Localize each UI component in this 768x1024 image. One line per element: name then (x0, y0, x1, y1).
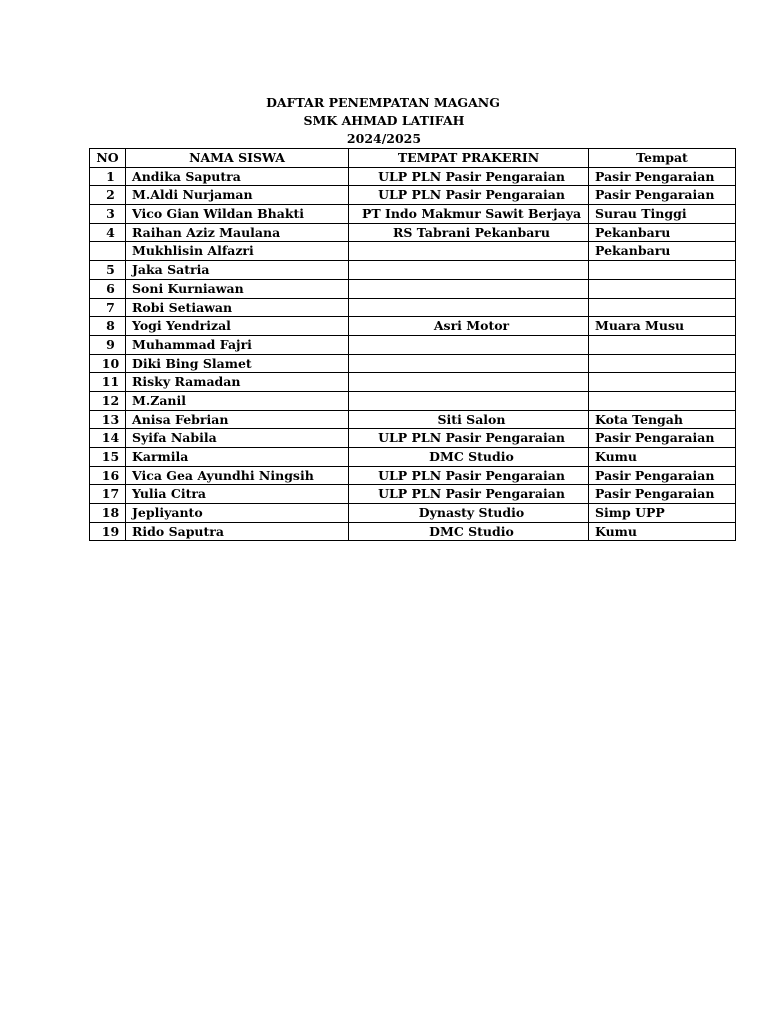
internship-place (349, 354, 589, 373)
internship-place (349, 391, 589, 410)
table-row (90, 205, 736, 224)
table-row (90, 504, 736, 523)
student-name: Vico Gian Wildan Bhakti (126, 205, 349, 224)
location: Pasir Pengaraian (589, 466, 736, 485)
row-number: 1 (90, 167, 126, 186)
row-number: 15 (90, 448, 126, 467)
location: Pasir Pengaraian (589, 429, 736, 448)
header-internship-place: TEMPAT PRAKERIN (349, 149, 589, 168)
location: Pasir Pengaraian (589, 485, 736, 504)
location (589, 373, 736, 392)
internship-place: ULP PLN Pasir Pengaraian (349, 466, 589, 485)
student-name: Jepliyanto (126, 504, 349, 523)
row-number: 10 (90, 354, 126, 373)
row-number: 2 (90, 186, 126, 205)
location (589, 279, 736, 298)
table-row (90, 298, 736, 317)
student-name: M.Aldi Nurjaman (126, 186, 349, 205)
row-number: 19 (90, 522, 126, 541)
student-name: Mukhlisin Alfazri (126, 242, 349, 261)
internship-place: DMC Studio (349, 522, 589, 541)
student-name: M.Zanil (126, 391, 349, 410)
internship-place: ULP PLN Pasir Pengaraian (349, 167, 589, 186)
header-student-name: NAMA SISWA (126, 149, 349, 168)
school-year: 2024/2025 (346, 131, 422, 146)
row-number: 13 (90, 410, 126, 429)
internship-place: ULP PLN Pasir Pengaraian (349, 429, 589, 448)
table-row (90, 167, 736, 186)
row-number: 11 (90, 373, 126, 392)
internship-place (349, 373, 589, 392)
table-row (90, 317, 736, 336)
row-number: 17 (90, 485, 126, 504)
location: Kumu (589, 448, 736, 467)
internship-place: ULP PLN Pasir Pengaraian (349, 186, 589, 205)
table-row (90, 335, 736, 354)
student-name: Vica Gea Ayundhi Ningsih (126, 466, 349, 485)
student-name: Soni Kurniawan (126, 279, 349, 298)
location (589, 261, 736, 280)
internship-place (349, 279, 589, 298)
header-no: NO (90, 149, 126, 168)
internship-place: Siti Salon (349, 410, 589, 429)
row-number: 14 (90, 429, 126, 448)
row-number: 4 (90, 223, 126, 242)
row-number: 12 (90, 391, 126, 410)
table-row (90, 223, 736, 242)
student-name: Anisa Febrian (126, 410, 349, 429)
student-name: Yogi Yendrizal (126, 317, 349, 336)
student-name: Muhammad Fajri (126, 335, 349, 354)
header-location: Tempat (589, 149, 736, 168)
table-row (90, 354, 736, 373)
table-row (90, 242, 736, 261)
location (589, 335, 736, 354)
student-name: Syifa Nabila (126, 429, 349, 448)
internship-place (349, 242, 589, 261)
student-name: Risky Ramadan (126, 373, 349, 392)
location: Muara Musu (589, 317, 736, 336)
table-row (90, 186, 736, 205)
internship-place (349, 261, 589, 280)
row-number: 3 (90, 205, 126, 224)
row-number: 18 (90, 504, 126, 523)
school-name: SMK AHMAD LATIFAH (303, 113, 465, 128)
table-row (90, 448, 736, 467)
location: Pasir Pengaraian (589, 186, 736, 205)
student-name: Jaka Satria (126, 261, 349, 280)
row-number: 8 (90, 317, 126, 336)
table-row (90, 522, 736, 541)
document-title: DAFTAR PENEMPATAN MAGANG (266, 95, 500, 110)
row-number: 6 (90, 279, 126, 298)
placement-table (89, 148, 736, 541)
student-name: Andika Saputra (126, 167, 349, 186)
location: Pasir Pengaraian (589, 167, 736, 186)
table-row (90, 279, 736, 298)
table-row (90, 466, 736, 485)
table-row (90, 485, 736, 504)
internship-place: Asri Motor (349, 317, 589, 336)
internship-place: ULP PLN Pasir Pengaraian (349, 485, 589, 504)
table-header-row (90, 149, 736, 168)
internship-place: PT Indo Makmur Sawit Berjaya (349, 205, 589, 224)
table-row (90, 261, 736, 280)
location: Pekanbaru (589, 223, 736, 242)
table-row (90, 373, 736, 392)
student-name: Rido Saputra (126, 522, 349, 541)
internship-place: DMC Studio (349, 448, 589, 467)
location: Kumu (589, 522, 736, 541)
location (589, 298, 736, 317)
row-number: 9 (90, 335, 126, 354)
student-name: Diki Bing Slamet (126, 354, 349, 373)
table-row (90, 429, 736, 448)
internship-place: Dynasty Studio (349, 504, 589, 523)
location (589, 354, 736, 373)
table-row (90, 391, 736, 410)
table-body (90, 167, 736, 541)
location: Simp UPP (589, 504, 736, 523)
location: Kota Tengah (589, 410, 736, 429)
location (589, 391, 736, 410)
row-number: 5 (90, 261, 126, 280)
location: Pekanbaru (589, 242, 736, 261)
internship-place (349, 335, 589, 354)
table-row (90, 410, 736, 429)
student-name: Robi Setiawan (126, 298, 349, 317)
student-name: Karmila (126, 448, 349, 467)
row-number: 7 (90, 298, 126, 317)
row-number (90, 242, 126, 261)
internship-place (349, 298, 589, 317)
student-name: Raihan Aziz Maulana (126, 223, 349, 242)
student-name: Yulia Citra (126, 485, 349, 504)
row-number: 16 (90, 466, 126, 485)
location: Surau Tinggi (589, 205, 736, 224)
internship-place: RS Tabrani Pekanbaru (349, 223, 589, 242)
